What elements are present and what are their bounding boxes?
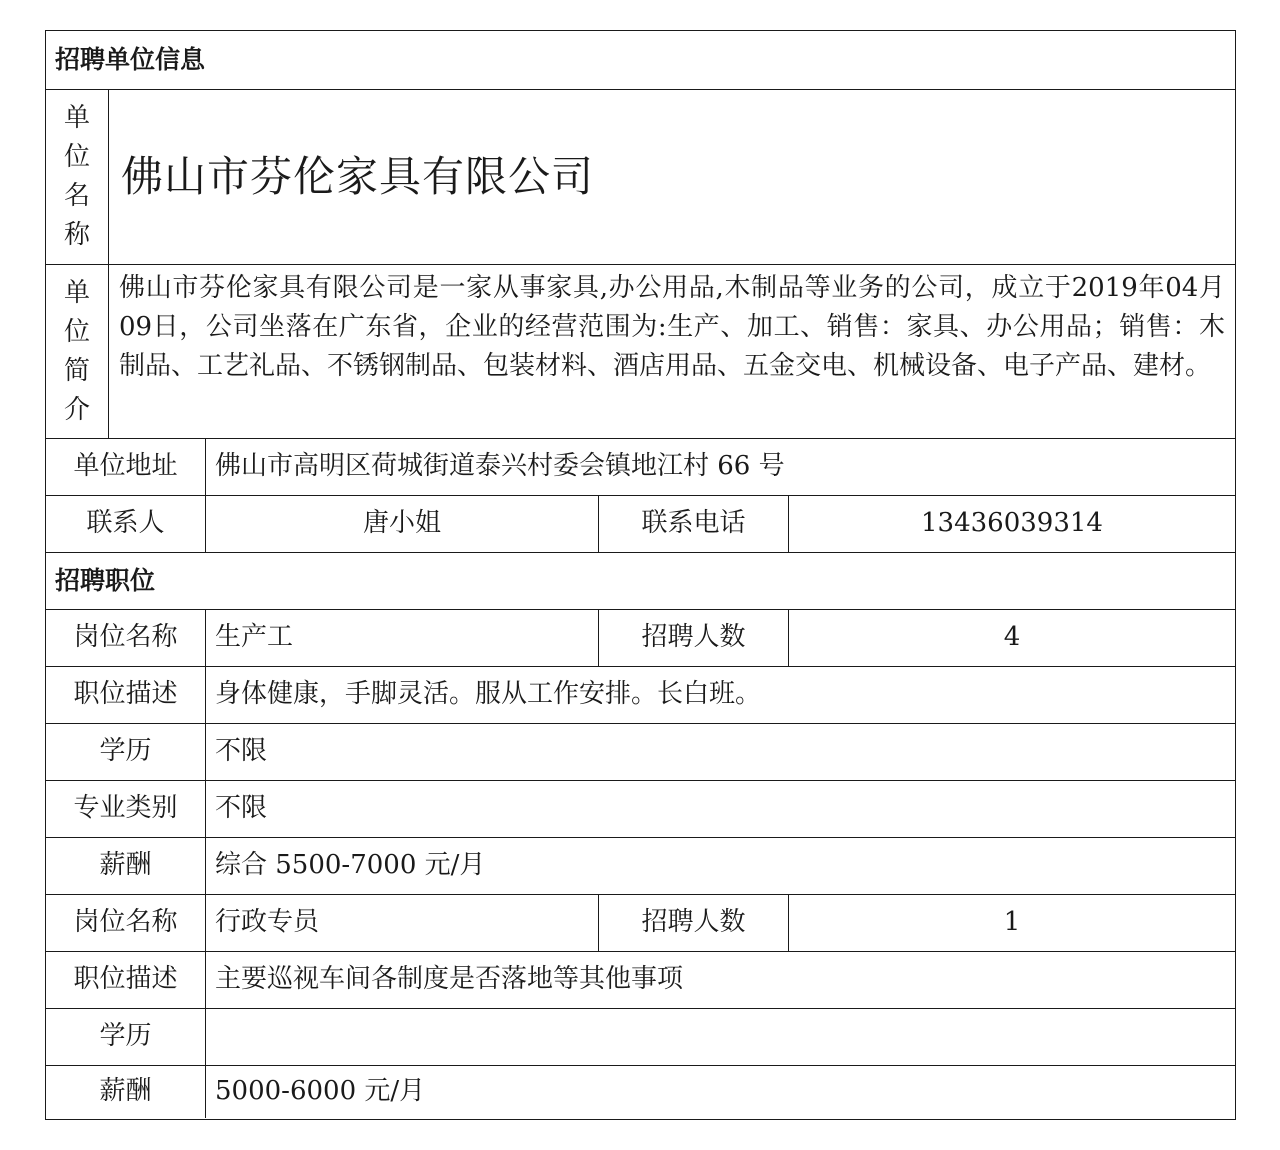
position-count-label: 招聘人数 bbox=[598, 895, 788, 951]
position-desc-label: 职位描述 bbox=[73, 679, 178, 710]
position-desc-value: 身体健康，手脚灵活。服从工作安排。长白班。 bbox=[205, 667, 1235, 723]
section-company-row bbox=[46, 31, 1235, 89]
position-edu-value bbox=[205, 1009, 1235, 1065]
company-intro-label bbox=[46, 265, 108, 438]
position-major-row bbox=[46, 780, 1235, 837]
label-char: 位 bbox=[63, 142, 90, 172]
contact-row bbox=[46, 495, 1235, 552]
position-salary-label: 薪酬 bbox=[99, 850, 152, 881]
contact-value: 唐小姐 bbox=[205, 496, 598, 552]
position-edu-label: 学历 bbox=[99, 1021, 152, 1052]
label-char: 名 bbox=[63, 181, 90, 211]
position-count-value: 1 bbox=[788, 895, 1235, 951]
section-company-heading: 招聘单位信息 bbox=[55, 45, 206, 74]
company-intro-row bbox=[46, 264, 1235, 438]
position-salary-row bbox=[46, 1065, 1235, 1118]
position-edu-row bbox=[46, 1008, 1235, 1065]
label-char: 单 bbox=[63, 277, 90, 308]
position-edu-row bbox=[46, 723, 1235, 780]
position-desc-row bbox=[46, 666, 1235, 723]
position-edu-label: 学历 bbox=[99, 736, 152, 767]
address-row bbox=[46, 438, 1235, 495]
company-name-row bbox=[46, 89, 1235, 264]
position-desc-value: 主要巡视车间各制度是否落地等其他事项 bbox=[205, 952, 1235, 1008]
address-value: 佛山市高明区荷城街道泰兴村委会镇地江村 66 号 bbox=[205, 439, 1235, 495]
position-salary-value: 综合 5500-7000 元/月 bbox=[205, 838, 1235, 894]
position-title-label: 岗位名称 bbox=[73, 907, 178, 938]
section-positions-row bbox=[46, 552, 1235, 609]
company-name-value: 佛山市芬伦家具有限公司 bbox=[108, 90, 1235, 264]
phone-label: 联系电话 bbox=[598, 496, 788, 552]
label-char: 单 bbox=[63, 103, 90, 133]
position-major-value: 不限 bbox=[205, 781, 1235, 837]
position-desc-row bbox=[46, 951, 1235, 1008]
position-title-label: 岗位名称 bbox=[73, 622, 178, 653]
position-salary-label: 薪酬 bbox=[99, 1076, 152, 1107]
company-intro-value: 佛山市芬伦家具有限公司是一家从事家具,办公用品,木制品等业务的公司，成立于2019年04月09日，公司坐落在广东省，企业的经营范围为:生产、加工、销售：家具、办公用品；销售：木制品、工艺礼品、不锈钢制品、包装材料、酒店用品、五金交电、机械设备、电子产品、建材。 bbox=[108, 265, 1235, 438]
label-char: 简 bbox=[63, 355, 90, 386]
position-count-label: 招聘人数 bbox=[598, 610, 788, 666]
position-desc-label: 职位描述 bbox=[73, 964, 178, 995]
label-char: 介 bbox=[63, 394, 90, 425]
section-positions-heading: 招聘职位 bbox=[55, 566, 156, 595]
position-edu-value: 不限 bbox=[205, 724, 1235, 780]
phone-value: 13436039314 bbox=[788, 496, 1235, 552]
company-name-label bbox=[46, 90, 108, 264]
position-title-value: 生产工 bbox=[205, 610, 598, 666]
position-count-value: 4 bbox=[788, 610, 1235, 666]
contact-label: 联系人 bbox=[86, 508, 165, 539]
label-char: 位 bbox=[63, 316, 90, 347]
position-title-row bbox=[46, 609, 1235, 666]
position-title-row bbox=[46, 894, 1235, 951]
position-title-value: 行政专员 bbox=[205, 895, 598, 951]
position-salary-value: 5000-6000 元/月 bbox=[205, 1066, 1235, 1118]
position-major-label: 专业类别 bbox=[73, 793, 178, 824]
recruitment-table bbox=[45, 30, 1236, 1120]
position-salary-row bbox=[46, 837, 1235, 894]
address-label: 单位地址 bbox=[73, 451, 178, 482]
label-char: 称 bbox=[63, 220, 90, 250]
